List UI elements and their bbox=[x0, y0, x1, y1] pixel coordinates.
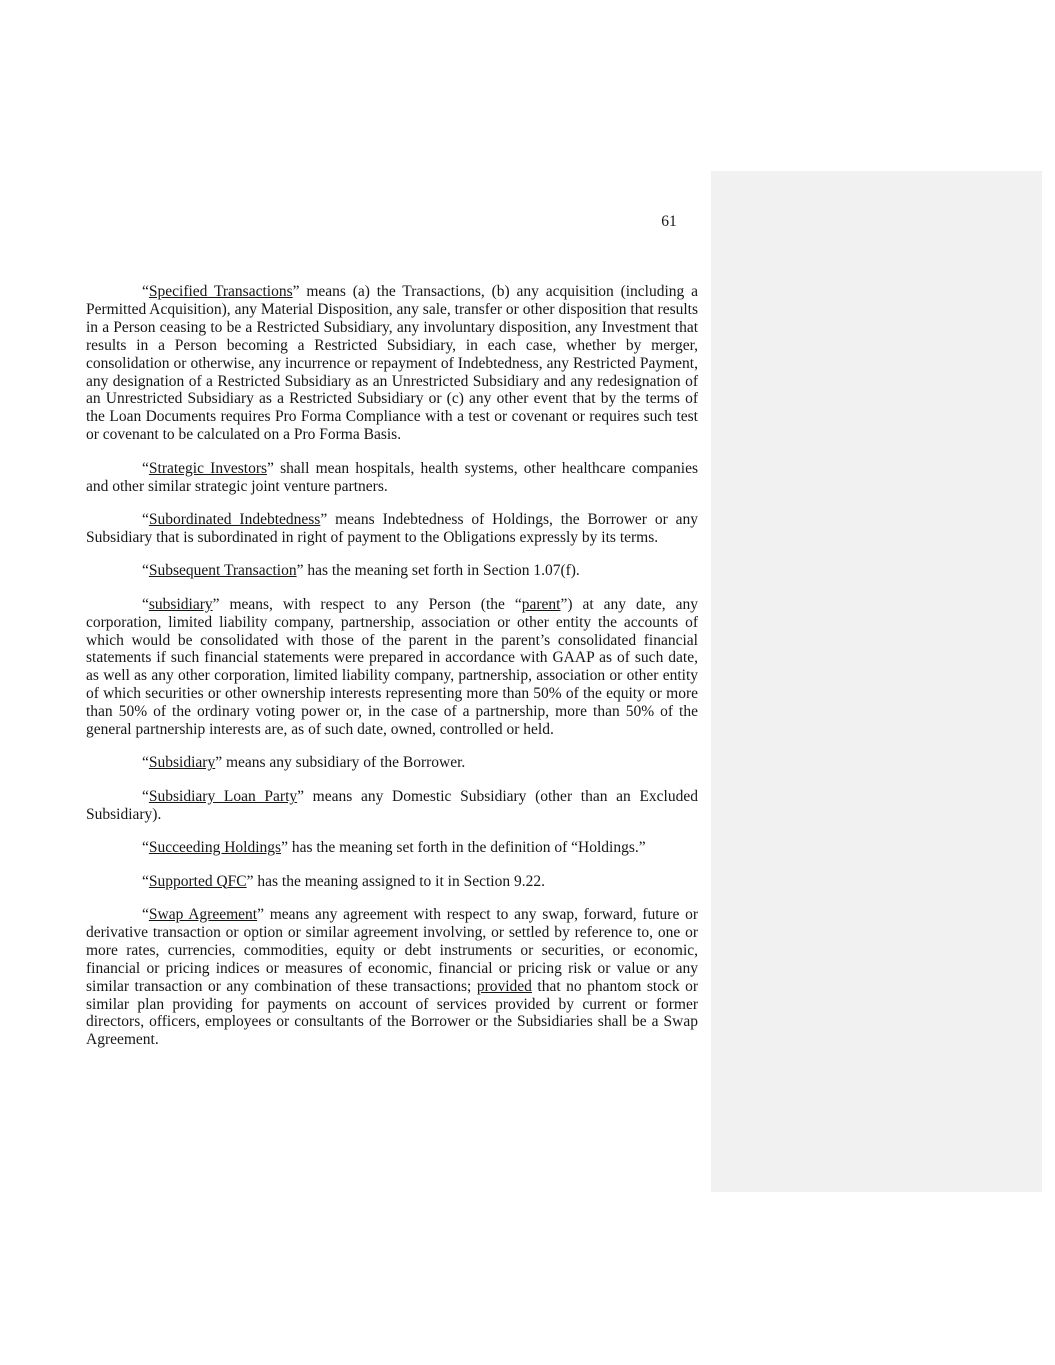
paragraph-text: “ bbox=[142, 459, 149, 477]
definition-paragraph bbox=[86, 460, 698, 496]
definition-paragraph bbox=[86, 788, 698, 824]
paragraph-text: ” has the meaning assigned to it in Section 9.22. bbox=[246, 872, 545, 890]
paragraph-text: “ bbox=[142, 510, 149, 528]
definition-paragraph bbox=[86, 562, 698, 580]
definition-paragraph bbox=[86, 511, 698, 547]
paragraph-text: ” shall mean hospitals, health systems, other healthcare companies and other similar strategic joint venture partners. bbox=[86, 459, 698, 495]
definition-paragraph bbox=[86, 754, 698, 772]
paragraph-text: ”) at any date, any corporation, limited liability company, partnership, association or other entity the accounts of which would be consolidated with those of the parent in the parent’s consolidated financial statements if such financial statements were prepared in accordance with GAAP as of such date, as well as any other corporation, limited liability company, partnership, association or other entity of which securities or other ownership interests representing more than 50% of the equity or more than 50% of the ordinary voting power or, in the case of a partnership, more than 50% of the general partnership interests are, as of such date, owned, controlled or held. bbox=[86, 595, 699, 739]
definition-paragraph bbox=[86, 873, 698, 891]
defined-term: provided bbox=[476, 977, 532, 995]
paragraph-text: ” means any subsidiary of the Borrower. bbox=[215, 754, 466, 772]
defined-term: Subsidiary Loan Party bbox=[148, 787, 298, 805]
paragraph-text: “ bbox=[142, 787, 149, 805]
defined-term: parent bbox=[521, 595, 561, 613]
defined-term: Succeeding Holdings bbox=[148, 839, 282, 857]
defined-term: Swap Agreement bbox=[148, 905, 258, 923]
paragraph-text: ” means any Domestic Subsidiary (other than an Excluded Subsidiary). bbox=[86, 787, 698, 823]
paragraph-text: “ bbox=[142, 595, 149, 613]
paragraph-text: ” means, with respect to any Person (the “ bbox=[212, 595, 522, 613]
paragraph-text: “ bbox=[142, 839, 149, 857]
highlight-region bbox=[711, 171, 1042, 1192]
document-body bbox=[86, 283, 698, 1049]
paragraph-text: “ bbox=[142, 872, 149, 890]
defined-term: Specified Transactions bbox=[148, 283, 293, 300]
paragraph-text: “ bbox=[142, 283, 149, 300]
paragraph-text: that no phantom stock or similar plan providing for payments on account of services provided by current or former directors, officers, employees or consultants of the Borrower or the Subsidiaries shall be a Swap Agreement. bbox=[86, 977, 698, 1049]
definition-paragraph bbox=[86, 906, 698, 1049]
defined-term: Subsequent Transaction bbox=[148, 562, 297, 580]
definition-paragraph bbox=[86, 839, 698, 857]
defined-term: Subsidiary bbox=[148, 754, 216, 772]
paragraph-text: ” means Indebtedness of Holdings, the Borrower or any Subsidiary that is subordinated in right of payment to the Obligations expressly by its terms. bbox=[86, 510, 698, 546]
paragraph-text: “ bbox=[142, 562, 149, 580]
paragraph-text: “ bbox=[142, 754, 149, 772]
defined-term: Supported QFC bbox=[148, 872, 247, 890]
defined-term: Strategic Investors bbox=[148, 459, 268, 477]
paragraph-text: ” has the meaning set forth in Section 1.07(f). bbox=[296, 562, 580, 580]
paragraph-text: “ bbox=[142, 905, 149, 923]
paragraph-text: ” means any agreement with respect to any swap, forward, future or derivative transaction or option or similar agreement involving, or settled by reference to, one or more rates, currencies, commodities, equity or debt instruments or securities, or economic, financial or pricing indices or measures of economic, financial or pricing risk or value or any similar transaction or any combination of these transactions; bbox=[86, 905, 698, 995]
definition-paragraph bbox=[86, 596, 698, 739]
definition-paragraph bbox=[86, 283, 698, 444]
page-number: 61 bbox=[661, 213, 677, 230]
defined-term: subsidiary bbox=[148, 595, 213, 613]
paragraph-text: ” has the meaning set forth in the definition of “Holdings.” bbox=[281, 839, 646, 857]
paragraph-text: ” means (a) the Transactions, (b) any acquisition (including a Permitted Acquisition), any Material Disposition, any sale, transfer or other disposition that results in a Person ceasing to be a Restricted Subsidiary, any involuntary disposition, any Investment that results in a Person becoming a Restricted Subsidiary, in each case, whether by merger, consolidation or otherwise, any incurrence or repayment of Indebtedness, any Restricted Payment, any designation of a Restricted Subsidiary as an Unrestricted Subsidiary and any redesignation of an Unrestricted Subsidiary as a Restricted Subsidiary or (c) any other event that by the terms of the Loan Documents requires Pro Forma Compliance with a test or covenant or requires such test or covenant to be calculated on a Pro Forma Basis. bbox=[86, 283, 698, 444]
defined-term: Subordinated Indebtedness bbox=[148, 510, 321, 528]
